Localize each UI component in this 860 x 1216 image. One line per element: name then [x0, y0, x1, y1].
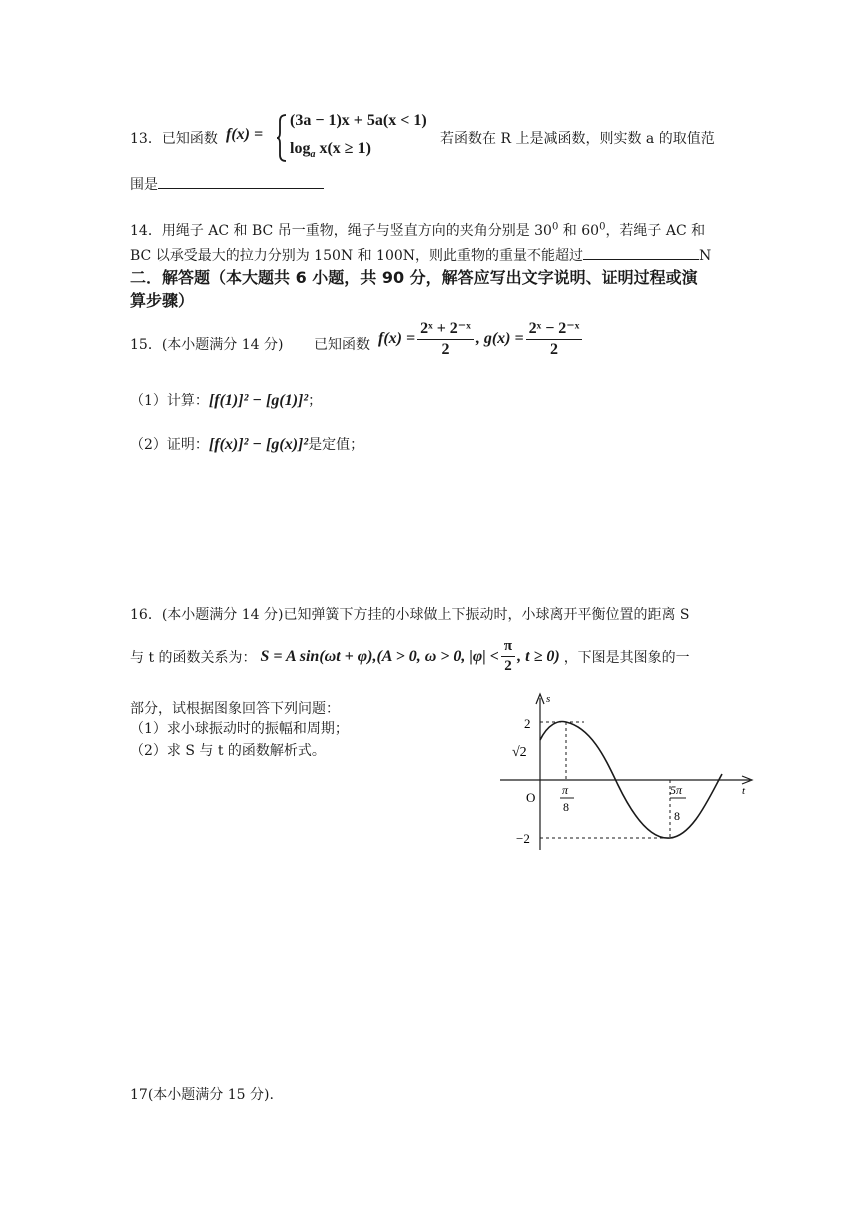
x-label-5pi8-den: 8 — [674, 809, 680, 823]
s-axis-label: s — [546, 693, 551, 705]
sine-graph — [500, 690, 770, 860]
t-axis-label: t — [742, 785, 746, 797]
q17-line: 17(本小题满分 15 分). — [130, 1087, 274, 1103]
q13-prefix: 13．已知函数 — [130, 131, 218, 147]
q15-part2: （2）证明：[f(x)]² − [g(x)]²是定值； — [130, 436, 365, 453]
x-label-pi8-den: 8 — [563, 800, 569, 814]
q13-brace — [276, 113, 288, 163]
q15-given: 已知函数 — [314, 337, 370, 353]
q13-function-lhs: f(x) = — [226, 126, 264, 143]
q13-case2: $\log_a x(x \ge 1)$ — [290, 140, 371, 161]
x-label-pi8-num: π — [562, 783, 569, 797]
q14-line2: BC 以承受最大的拉力分别为 150N 和 100N，则此重物的重量不能超过 N — [130, 245, 711, 265]
x-label-5pi8-num: 5π — [670, 783, 683, 797]
q14-answer-blank[interactable] — [583, 245, 699, 260]
q15-header: 15．(本小题满分 14 分) — [130, 337, 284, 353]
q16-line2: 与 t 的函数关系为： S = A sin(ωt + φ),(A > 0, ω > 0, |φ| < $\frac{\pi}{2}$ , t ≥ 0) ，下图是其图象的一 — [130, 638, 690, 674]
q16-line1: 16．(本小题满分 14 分)已知弹簧下方挂的小球做上下振动时，小球离开平衡位置的距离 S — [130, 607, 690, 623]
section-heading-line2: 算步骤） — [130, 291, 195, 310]
y-label-sqrt2: √2 — [512, 745, 527, 760]
q16-part2: （2）求 S 与 t 的函数解析式。 — [130, 743, 326, 759]
q14-line1: 14．用绳子 AC 和 BC 吊一重物，绳子与竖直方向的夹角分别是 $30^0$ 和 $60^0$，若绳子 AC 和 — [130, 221, 706, 239]
y-label-2: 2 — [524, 716, 531, 731]
q15-functions: f(x) = $\frac{\text{2ˣ + 2⁻ˣ}}{2}$ , g(x) = $\frac{\text{2ˣ − 2⁻ˣ}}{2}$ — [378, 318, 584, 359]
q13-suffix: 若函数在 R 上是减函数，则实数 a 的取值范 — [440, 131, 715, 147]
y-label-neg2: −2 — [516, 831, 530, 846]
origin-label: O — [526, 790, 536, 805]
q16-part1: （1）求小球振动时的振幅和周期； — [130, 721, 349, 737]
q13-line2: 围是 — [130, 174, 324, 194]
q13-answer-blank[interactable] — [158, 174, 324, 189]
section-heading: 二．解答题（本大题共 6 小题，共 90 分，解答应写出文字说明、证明过程或演 — [130, 268, 698, 287]
q16-line3: 部分，试根据图象回答下列问题： — [130, 701, 340, 717]
q13-case1: (3a − 1)x + 5a(x < 1) — [290, 112, 427, 129]
q15-part1: （1）计算：[f(1)]² − [g(1)]²； — [130, 392, 323, 409]
